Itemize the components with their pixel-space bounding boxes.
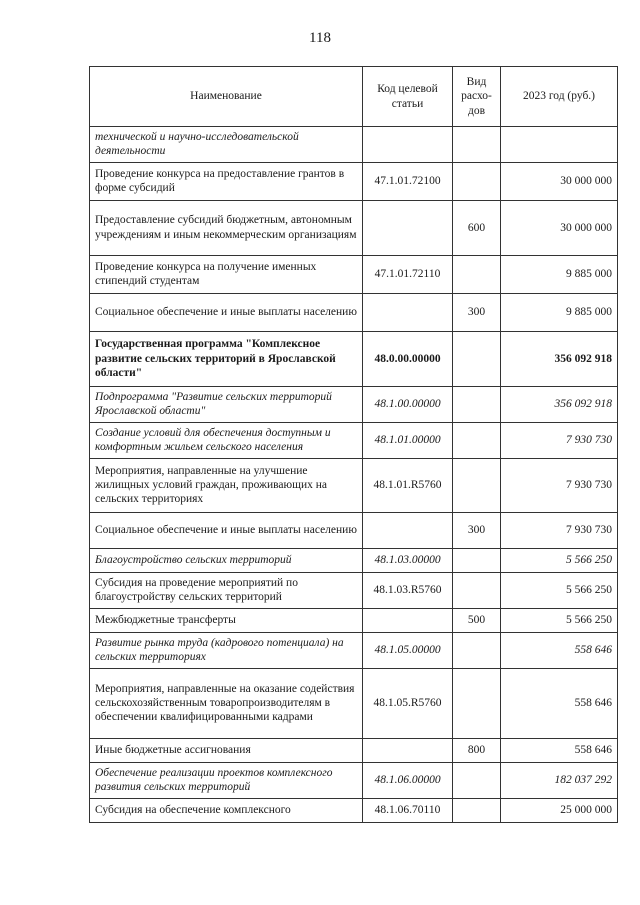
- row-code: 48.1.06.00000: [363, 762, 453, 798]
- row-code: [363, 200, 453, 255]
- table-row: [90, 422, 618, 458]
- row-code: [363, 512, 453, 548]
- table-row: [90, 762, 618, 798]
- row-code: 47.1.01.72100: [363, 162, 453, 200]
- row-type: [453, 386, 501, 422]
- row-type: [453, 458, 501, 512]
- table-row: [90, 200, 618, 255]
- row-amount: 558 646: [501, 738, 618, 762]
- row-amount: 25 000 000: [501, 798, 618, 822]
- row-type: [453, 127, 501, 163]
- row-code: 48.1.01.00000: [363, 422, 453, 458]
- row-code: 48.1.00.00000: [363, 386, 453, 422]
- row-name: Проведение конкурса на предоставление грантов в форме субсидий: [90, 162, 363, 200]
- row-code: [363, 738, 453, 762]
- row-type: 500: [453, 608, 501, 632]
- row-code: 48.1.03.00000: [363, 548, 453, 572]
- table-row: [90, 738, 618, 762]
- table-row: [90, 512, 618, 548]
- row-name: Подпрограмма "Развитие сельских территорий Ярославской области": [90, 386, 363, 422]
- row-type: 600: [453, 200, 501, 255]
- row-amount: 356 092 918: [501, 386, 618, 422]
- table-header-row: [90, 67, 618, 127]
- table-row: [90, 668, 618, 738]
- row-amount: 7 930 730: [501, 458, 618, 512]
- row-code: 48.1.03.R5760: [363, 572, 453, 608]
- row-type: [453, 572, 501, 608]
- header-type: Вид расхо-дов: [453, 67, 501, 127]
- row-amount: 5 566 250: [501, 548, 618, 572]
- row-code: 48.1.01.R5760: [363, 458, 453, 512]
- row-name: Субсидия на проведение мероприятий по благоустройству сельских территорий: [90, 572, 363, 608]
- row-code: [363, 293, 453, 331]
- row-name: Субсидия на обеспечение комплексного: [90, 798, 363, 822]
- row-name: технической и научно-исследовательской деятельности: [90, 127, 363, 163]
- table-row: [90, 293, 618, 331]
- row-type: [453, 162, 501, 200]
- row-amount: 9 885 000: [501, 293, 618, 331]
- budget-table: [89, 66, 618, 823]
- row-code: 48.1.05.00000: [363, 632, 453, 668]
- row-name: Мероприятия, направленные на улучшение жилищных условий граждан, проживающих на сельских территориях: [90, 458, 363, 512]
- row-name: Благоустройство сельских территорий: [90, 548, 363, 572]
- row-name: Проведение конкурса на получение именных стипендий студентам: [90, 255, 363, 293]
- row-code: 48.1.06.70110: [363, 798, 453, 822]
- row-code: 48.1.05.R5760: [363, 668, 453, 738]
- row-type: [453, 548, 501, 572]
- table-body: [90, 127, 618, 823]
- row-type: [453, 762, 501, 798]
- row-amount: 182 037 292: [501, 762, 618, 798]
- row-type: [453, 632, 501, 668]
- table-row: [90, 386, 618, 422]
- row-type: 300: [453, 512, 501, 548]
- row-name: Государственная программа "Комплексное развитие сельских территорий в Ярославской области": [90, 331, 363, 386]
- row-name: Социальное обеспечение и иные выплаты населению: [90, 293, 363, 331]
- row-code: [363, 127, 453, 163]
- row-type: [453, 422, 501, 458]
- row-name: Межбюджетные трансферты: [90, 608, 363, 632]
- row-amount: 7 930 730: [501, 512, 618, 548]
- row-name: Мероприятия, направленные на оказание содействия сельскохозяйственным товаропроизводителям в обеспечении квалифицированными кадрами: [90, 668, 363, 738]
- row-amount: 5 566 250: [501, 572, 618, 608]
- row-name: Создание условий для обеспечения доступным и комфортным жильем сельского населения: [90, 422, 363, 458]
- row-name: Социальное обеспечение и иные выплаты населению: [90, 512, 363, 548]
- row-name: Предоставление субсидий бюджетным, автономным учреждениям и иным некоммерческим организациям: [90, 200, 363, 255]
- row-name: Развитие рынка труда (кадрового потенциала) на сельских территориях: [90, 632, 363, 668]
- row-amount: 5 566 250: [501, 608, 618, 632]
- table-row: [90, 632, 618, 668]
- row-amount: 558 646: [501, 632, 618, 668]
- table-row: [90, 127, 618, 163]
- row-amount: 9 885 000: [501, 255, 618, 293]
- table-row: [90, 331, 618, 386]
- row-amount: [501, 127, 618, 163]
- row-code: 47.1.01.72110: [363, 255, 453, 293]
- row-type: 800: [453, 738, 501, 762]
- row-type: 300: [453, 293, 501, 331]
- table-row: [90, 608, 618, 632]
- table-row: [90, 572, 618, 608]
- row-type: [453, 255, 501, 293]
- page-number: 118: [309, 30, 331, 46]
- row-amount: 30 000 000: [501, 162, 618, 200]
- table-row: [90, 458, 618, 512]
- row-code: 48.0.00.00000: [363, 331, 453, 386]
- row-type: [453, 668, 501, 738]
- row-name: Обеспечение реализации проектов комплексного развития сельских территорий: [90, 762, 363, 798]
- table-row: [90, 798, 618, 822]
- header-amount: 2023 год (руб.): [501, 67, 618, 127]
- row-amount: 30 000 000: [501, 200, 618, 255]
- row-name: Иные бюджетные ассигнования: [90, 738, 363, 762]
- row-amount: 7 930 730: [501, 422, 618, 458]
- row-type: [453, 798, 501, 822]
- header-name: Наименование: [90, 67, 363, 127]
- table-row: [90, 255, 618, 293]
- row-amount: 558 646: [501, 668, 618, 738]
- row-code: [363, 608, 453, 632]
- table-row: [90, 548, 618, 572]
- table-row: [90, 162, 618, 200]
- header-code: Код целевой статьи: [363, 67, 453, 127]
- row-amount: 356 092 918: [501, 331, 618, 386]
- row-type: [453, 331, 501, 386]
